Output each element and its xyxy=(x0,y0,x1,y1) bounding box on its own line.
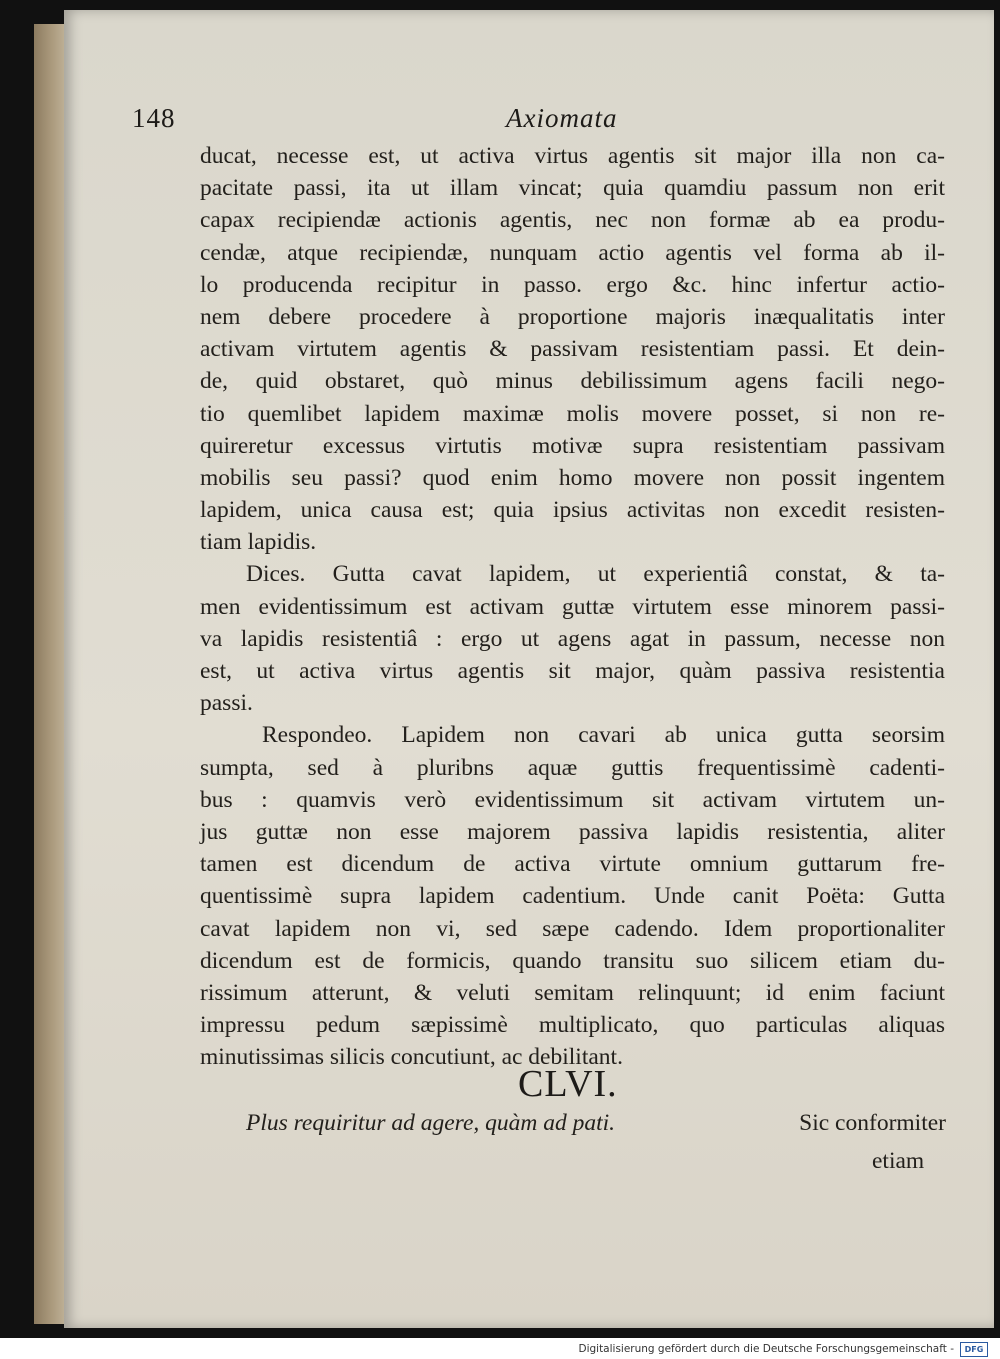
dfg-logo-icon[interactable]: DFG xyxy=(960,1342,988,1357)
text-line: quentissimè supra lapidem cadentium. Unde canit Poëta: Gutta xyxy=(200,883,945,910)
text-line: Dices. Gutta cavat lapidem, ut experientiâ constat, & ta- xyxy=(246,561,945,588)
text-line: ducat, necesse est, ut activa virtus agentis sit major illa non ca- xyxy=(200,143,945,169)
text-line: est, ut activa virtus agentis sit major, quàm passiva resistentia xyxy=(200,658,945,684)
catchword: etiam xyxy=(872,1148,925,1174)
text-line: activam virtutem agentis & passivam resistentiam passi. Et dein- xyxy=(200,336,945,363)
text-line: rissimum atterunt, & veluti semitam relinquunt; id enim faciunt xyxy=(200,979,945,1006)
text-line: va lapidis resistentiâ : ergo ut agens agat in passum, necesse non xyxy=(200,625,945,652)
text-line: tiam lapidis. xyxy=(200,529,317,556)
text-line: quireretur excessus virtutis motivæ supra resistentiam passivam xyxy=(200,432,945,459)
text-line: passi. xyxy=(200,690,253,717)
text-line: tio quemlibet lapidem maximæ molis movere posset, si non re- xyxy=(200,400,945,427)
axiom-line xyxy=(246,1110,946,1137)
text-line: minutissimas silicis concutiunt, ac debilitant. xyxy=(200,1044,623,1071)
text-line: jus guttæ non esse majorem passiva lapidis resistentia, aliter xyxy=(200,818,945,845)
running-head xyxy=(132,103,732,139)
text-line: tamen est dicendum de activa virtute omnium guttarum frе- xyxy=(200,851,945,878)
page-number: 148 xyxy=(132,103,176,133)
text-line: bus : quamvis verò evidentissimum sit activam virtutem un- xyxy=(200,786,945,813)
text-line: de, quid obstaret, quò minus debilissimum agens facili nego- xyxy=(200,368,945,395)
running-title: Axiomata xyxy=(506,103,618,133)
text-line: sumpta, sed à pluribns aquæ guttis frequentissimè cadenti- xyxy=(200,754,945,781)
text-line: pacitate passi, ita ut illam vincat; quia quamdiu passum non erit xyxy=(200,175,945,202)
digitization-credit: Digitalisierung gefördert durch die Deutsche Forschungsgemeinschaft - xyxy=(578,1343,954,1355)
text-line: nem debere procedere à proportione majoris inæqualitatis inter xyxy=(200,303,945,330)
text-line: capax recipiendæ actionis agentis, nec non formæ ab ea produ- xyxy=(200,207,945,234)
text-line: mobilis seu passi? quod enim homo movere non possit ingentem xyxy=(200,464,945,491)
axiom-continuation: Sic conformiter xyxy=(799,1110,946,1136)
section-number: CLVI. xyxy=(518,1063,618,1105)
digitization-footer xyxy=(578,1341,988,1357)
axiom-statement: Plus requiritur ad agere, quàm ad pati. xyxy=(246,1110,616,1136)
text-line: lo producenda recipitur in passo. ergo &c. hinc infertur actio- xyxy=(200,271,945,298)
body-text xyxy=(200,140,945,1073)
text-line: Respondeo. Lapidem non cavari ab unica gutta seorsim xyxy=(262,722,945,749)
text-line: cendæ, atque recipiendæ, nunquam actio agentis vel forma ab il- xyxy=(200,239,945,266)
text-line: dicendum est de formicis, quando transitu suo silicem etiam du- xyxy=(200,947,945,974)
text-line: lapidem, unica causa est; quia ipsius activitas non excedit resisten- xyxy=(200,497,945,524)
text-line: cavat lapidem non vi, sed sæpe cadendo. Idem proportionaliter xyxy=(200,915,945,942)
text-line: men evidentissimum est activam guttæ virtutem esse minorem passi- xyxy=(200,593,945,620)
text-line: impressu pedum sæpissimè multiplicato, quo particulas aliquas xyxy=(200,1012,945,1039)
